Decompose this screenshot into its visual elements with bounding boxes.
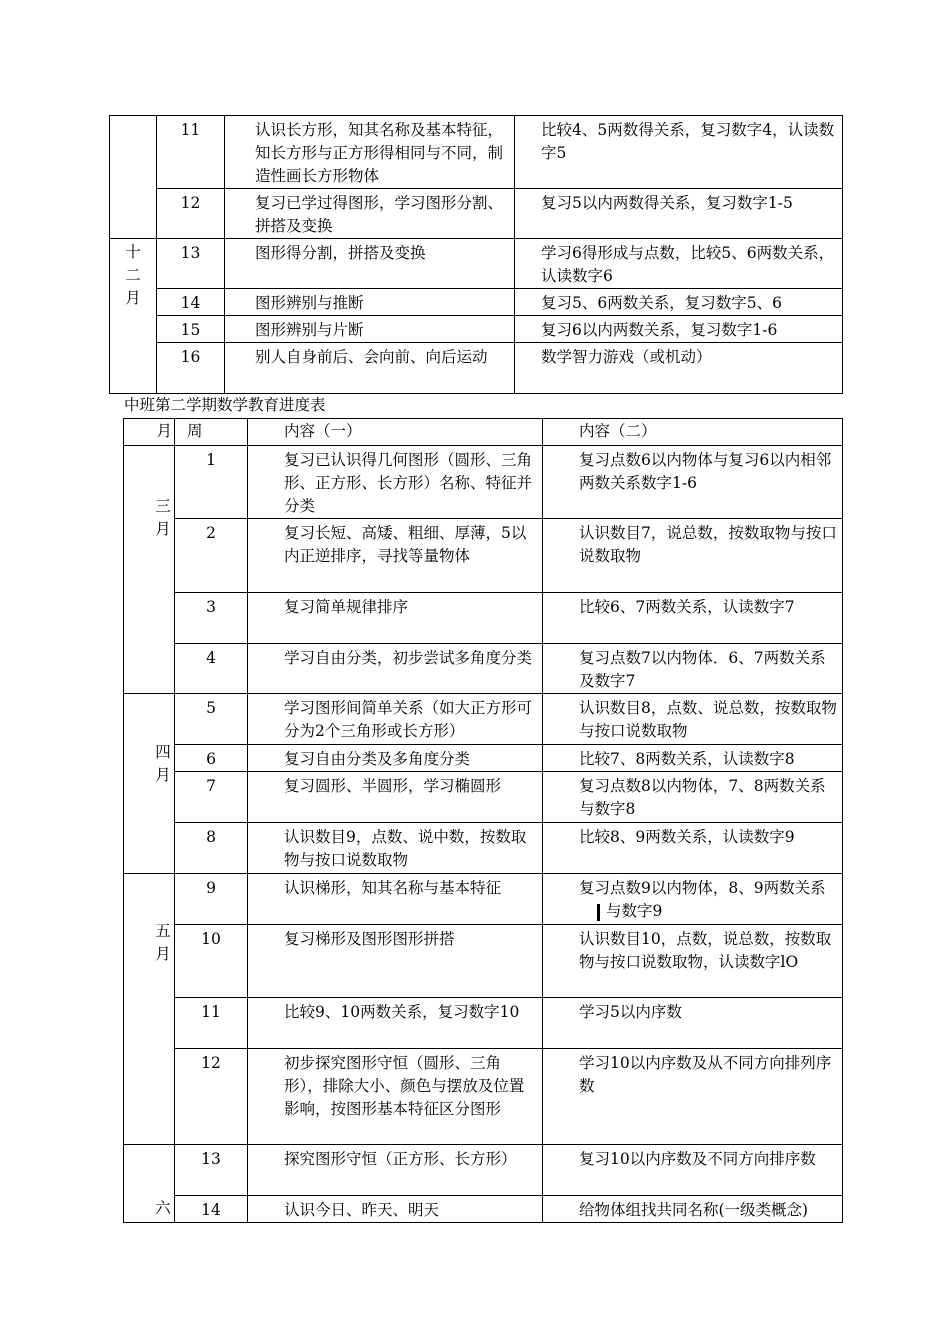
- content-one-cell: 认识长方形，知其名称及基本特征，知长方形与正方形得相同与不同，制造性画长方形物体: [225, 116, 515, 189]
- month-label: 十二月: [125, 243, 141, 307]
- content-two-cell: 认识数目7，说总数，按数取物与按口说数取物: [543, 519, 843, 593]
- content-one-cell: 复习长短、高矮、粗细、厚薄，5以内正逆排序，寻找等量物体: [248, 519, 543, 593]
- month-label: 五月: [155, 922, 171, 963]
- month-cell-december: [110, 239, 157, 394]
- week-cell: 15: [157, 316, 225, 343]
- table-row: [110, 289, 843, 316]
- month-cell-june: [124, 1145, 175, 1223]
- content-one-cell: 图形得分割，拼搭及变换: [225, 239, 515, 289]
- content-two-text: 认识数目10，点数，说总数，按数取: [579, 930, 832, 948]
- table-row: [124, 772, 843, 823]
- content-one-cell: 复习梯形及图形图形拼搭: [248, 925, 543, 998]
- table-row: [110, 316, 843, 343]
- month-cell-empty: [110, 116, 157, 239]
- week-cell: 11: [175, 998, 248, 1049]
- content-two-cell: 比较6、7两数关系，认读数字7: [543, 593, 843, 644]
- week-cell: 10: [175, 925, 248, 998]
- content-two-cell: 复习点数7以内物体．6、7两数关系及数字7: [543, 644, 843, 694]
- cursor-bar: [597, 904, 600, 921]
- content-two-cell: 复习10以内序数及不同方向排序数: [543, 1145, 843, 1196]
- table-row: [110, 239, 843, 289]
- content-one-cell: 认识梯形，知其名称与基本特征: [248, 874, 543, 925]
- table-row: [124, 593, 843, 644]
- content-two-cell: 比较4、5两数得关系，复习数字4，认读数字5: [515, 116, 843, 189]
- content-two-cell: 复习5以内两数得关系，复习数字1-5: [515, 189, 843, 239]
- content-one-cell: 图形辨别与片断: [225, 316, 515, 343]
- table-row: [124, 998, 843, 1049]
- content-two-cell: 比较7、8两数关系，认读数字8: [543, 745, 843, 772]
- content-one-cell: 复习已学过得图形，学习图形分割、拼搭及变换: [225, 189, 515, 239]
- content-one-cell: 复习简单规律排序: [248, 593, 543, 644]
- content-one-cell: 初步探究图形守恒（圆形、三角形），排除大小、颜色与摆放及位置影响，按图形基本特征区分图形: [248, 1049, 543, 1145]
- week-cell: 16: [157, 343, 225, 394]
- week-cell: 12: [175, 1049, 248, 1145]
- content-two-cell: 学习5以内序数: [543, 998, 843, 1049]
- week-cell: 12: [157, 189, 225, 239]
- week-cell: 7: [175, 772, 248, 823]
- table-row: [124, 925, 843, 998]
- content-one-cell: 复习圆形、半圆形，学习椭圆形: [248, 772, 543, 823]
- content-one-cell: 学习自由分类，初步尝试多角度分类: [248, 644, 543, 694]
- schedule-table-second-semester: [123, 418, 843, 1223]
- table-row: [124, 745, 843, 772]
- header-month: 月: [124, 419, 175, 446]
- content-one-cell: 认识数目9，点数、说中数，按数取物与按口说数取物: [248, 823, 543, 874]
- week-cell: 5: [175, 694, 248, 745]
- content-two-cell: 给物体组找共同名称(一级类概念): [543, 1196, 843, 1223]
- month-cell-march: [124, 446, 175, 694]
- content-one-cell: 复习自由分类及多角度分类: [248, 745, 543, 772]
- month-label: 六: [155, 1199, 171, 1217]
- content-one-cell: 认识今日、昨天、明天: [248, 1196, 543, 1223]
- week-cell: 1: [175, 446, 248, 519]
- content-two-cell: 数学智力游戏（或机动）: [515, 343, 843, 394]
- schedule-table-first-semester: [109, 115, 843, 394]
- content-two-cell: 复习点数8以内物体，7、8两数关系与数字8: [543, 772, 843, 823]
- content-two-cell: 复习6以内两数关系，复习数字1-6: [515, 316, 843, 343]
- content-two-cell: 认识数目8，点数、说总数，按数取物与按口说数取物: [543, 694, 843, 745]
- table-row: [124, 519, 843, 593]
- table-row: [110, 116, 843, 189]
- week-cell: 14: [175, 1196, 248, 1223]
- content-two-cell: 比较8、9两数关系，认读数字9: [543, 823, 843, 874]
- content-two-text: 复习点数9以内物体，8、9两数关系: [579, 879, 826, 897]
- week-cell: 13: [175, 1145, 248, 1196]
- week-cell: 2: [175, 519, 248, 593]
- content-two-text-cont: 与数字9: [606, 902, 663, 920]
- month-cell-may: [124, 874, 175, 1145]
- table-row: [124, 1049, 843, 1145]
- week-cell: 14: [157, 289, 225, 316]
- content-one-cell: 学习图形间简单关系（如大正方形可分为2个三角形或长方形）: [248, 694, 543, 745]
- table-row: [124, 694, 843, 745]
- content-one-cell: 别人自身前后、会向前、向后运动: [225, 343, 515, 394]
- table-row: [124, 1196, 843, 1223]
- header-content-one: 内容（一）: [248, 419, 543, 446]
- week-cell: 3: [175, 593, 248, 644]
- content-two-cell: [543, 925, 843, 998]
- week-cell: 9: [175, 874, 248, 925]
- header-week: 周: [175, 419, 248, 446]
- content-two-cell: 复习点数6以内物体与复习6以内相邻两数关系数字1-6: [543, 446, 843, 519]
- content-two-cell: 学习10以内序数及从不同方向排列序数: [543, 1049, 843, 1145]
- header-content-two: 内容（二）: [543, 419, 843, 446]
- table-row: [124, 874, 843, 925]
- content-one-cell: 图形辨别与推断: [225, 289, 515, 316]
- table-row: [110, 189, 843, 239]
- table-row: [124, 446, 843, 519]
- month-label: 三月: [155, 497, 171, 538]
- page-title: 中班第二学期数学教育进度表: [124, 396, 326, 414]
- table-row: [124, 1145, 843, 1196]
- week-cell: 8: [175, 823, 248, 874]
- content-two-cell: 复习5、6两数关系，复习数字5、6: [515, 289, 843, 316]
- week-cell: 13: [157, 239, 225, 289]
- content-one-cell: 探究图形守恒（正方形、长方形）: [248, 1145, 543, 1196]
- table-row: [110, 343, 843, 394]
- month-label: 四月: [155, 743, 171, 784]
- week-cell: 6: [175, 745, 248, 772]
- table-row: [124, 823, 843, 874]
- week-cell: 11: [157, 116, 225, 189]
- table-header-row: [124, 419, 843, 446]
- week-cell: 4: [175, 644, 248, 694]
- content-one-cell: 比较9、10两数关系，复习数字10: [248, 998, 543, 1049]
- table-row: [124, 644, 843, 694]
- content-two-text-cont: 物与按口说数取物，认读数字lO: [579, 953, 799, 971]
- content-one-cell: 复习已认识得几何图形（圆形、三角形、正方形、长方形）名称、特征并分类: [248, 446, 543, 519]
- month-cell-april: [124, 694, 175, 874]
- content-two-cell: [543, 874, 843, 925]
- content-two-cell: 学习6得形成与点数，比较5、6两数关系，认读数字6: [515, 239, 843, 289]
